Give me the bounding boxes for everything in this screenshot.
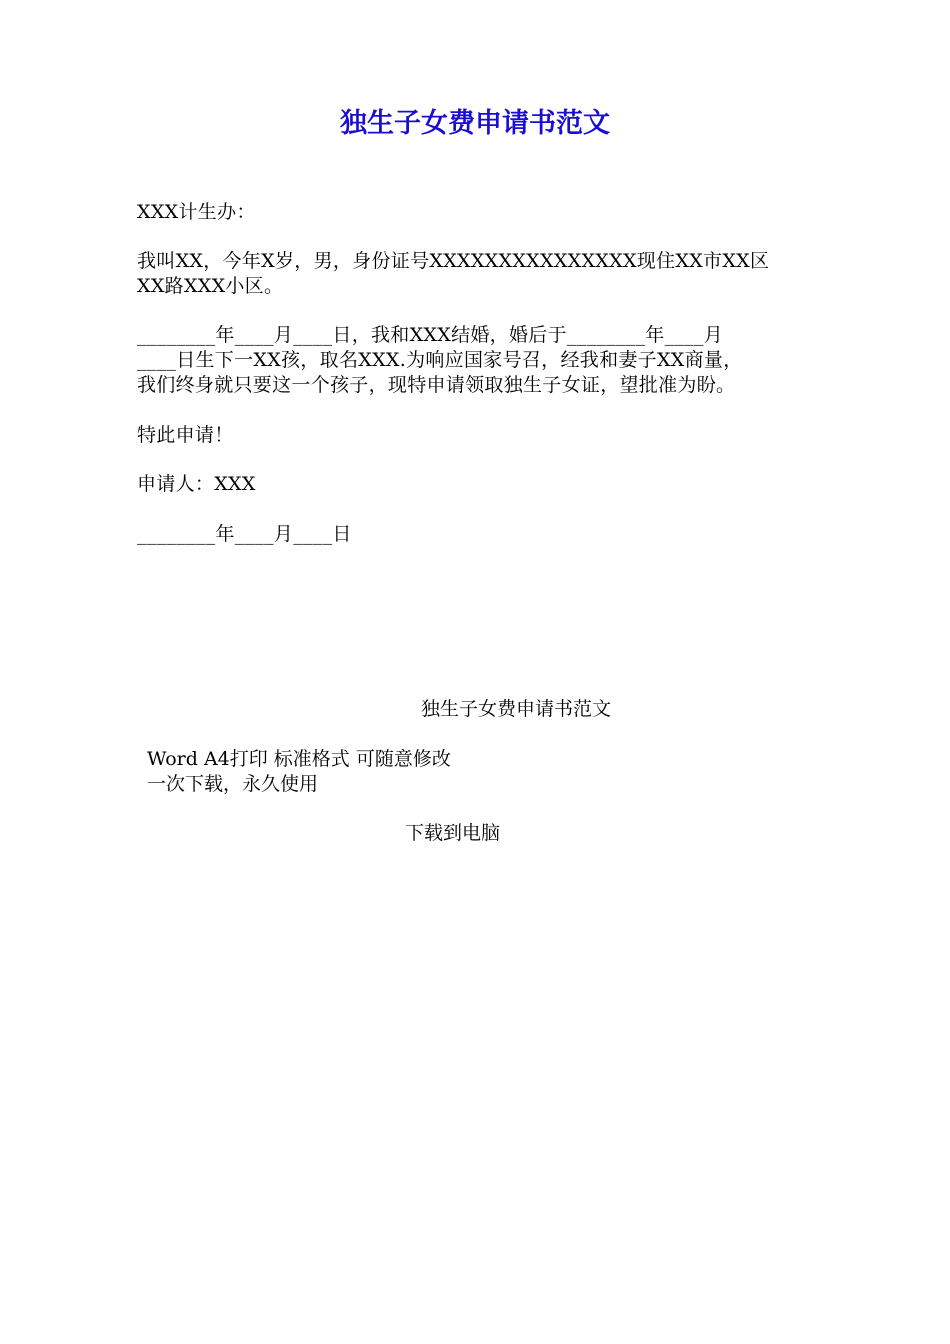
footer-note: 一次下载，永久使用 — [147, 773, 319, 795]
paragraph-2-line-3: 我们终身就只要这一个孩子，现特申请领取独生子女证，望批准为盼。 — [137, 374, 736, 396]
footer-title: 独生子女费申请书范文 — [420, 698, 611, 720]
paragraph-1-line-2: XX路XXX小区。 — [137, 275, 284, 297]
applicant-line: 申请人：XXX — [137, 473, 256, 495]
footer-features: Word A4打印 标准格式 可随意修改 — [147, 748, 451, 770]
download-to-pc-link[interactable]: 下载到电脑 — [405, 822, 501, 844]
paragraph-1-line-1: 我叫XX，今年X岁，男，身份证号XXXXXXXXXXXXXXX现住XX市XX区 — [137, 250, 770, 272]
paragraph-2-line-1: ________年____月____日，我和XXX结婚，婚后于________年____月 — [137, 324, 724, 346]
date-line: ________年____月____日 — [137, 523, 352, 545]
document-title: 独生子女费申请书范文 — [340, 108, 610, 139]
closing-text: 特此申请！ — [137, 424, 234, 446]
salutation: XXX计生办： — [137, 201, 256, 223]
paragraph-2-line-2: ____日生下一XX孩，取名XXX.为响应国家号召，经我和妻子XX商量， — [137, 349, 743, 371]
